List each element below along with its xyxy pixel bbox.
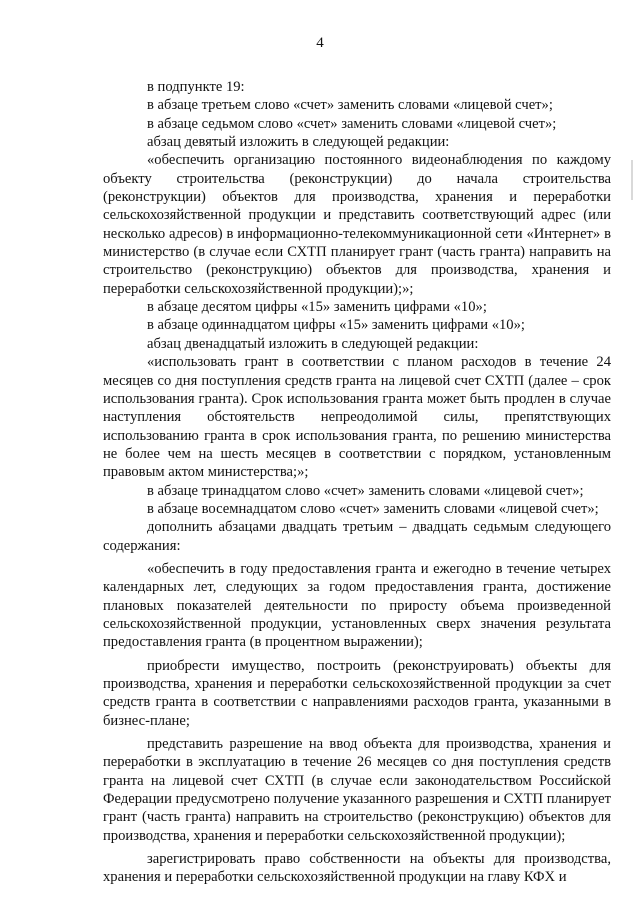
paragraph: представить разрешение на ввод объекта для производства, хранения и переработки в эксплуатацию в течение 26 месяцев со дня поступления средств гранта на лицевой счет СХТП (в случае если законодательством Российской Федерации предусмотрено получение указанного разрешения и СХТП планирует грант (часть гранта) направить на строительство (реконструкцию) объектов для производства, хранения и переработки сельскохозяйственной продукции); [103,736,611,844]
paragraph: в подпункте 19: [147,79,245,95]
paragraph: «обеспечить организацию постоянного видеонаблюдения по каждому объекту строительства (реконструкции) до начала строительства (реконструкции) объектов для производства, хранения и переработки сельскохозяйственной продукции и представить соответствующий адрес (или несколько адресов) в информационно-телекоммуникационной сети «Интернет» в министерство (в случае если СХТП планирует грант (часть гранта) направить на строительство (реконструкцию) объектов для производства, хранения и переработки сельскохозяйственной продукции);»; [103,152,611,297]
paragraph: дополнить абзацами двадцать третьим – двадцать седьмым следующего содержания: [103,519,611,554]
paragraph: в абзаце восемнадцатом слово «счет» заменить словами «лицевой счет»; [147,500,599,517]
paragraph: абзац девятый изложить в следующей редакции: [147,134,450,151]
paragraph: в абзаце одиннадцатом цифры «15» заменить цифрами «10»; [147,317,525,334]
paragraph: «обеспечить в году предоставления гранта и ежегодно в течение четырех календарных лет, следующих за годом предоставления гранта, достижение плановых показателей деятельности по приросту объема произведенной сельскохозяйственной продукции, установленных сверх значения результата предоставления гранта (в процентном выражении); [103,560,611,651]
paragraph: в абзаце тринадцатом слово «счет» заменить словами «лицевой счет»; [147,482,584,499]
scan-edge-mark [631,160,633,200]
paragraph: абзац двенадцатый изложить в следующей редакции: [147,335,479,352]
paragraph: приобрести имущество, построить (реконструировать) объекты для производства, хранения и переработки сельскохозяйственной продукции за счет средств гранта в соответствии с направлениями расходов гранта, указанными в бизнес-плане; [103,657,611,729]
paragraph: в абзаце третьем слово «счет» заменить словами «лицевой счет»; [147,97,553,114]
paragraph: в абзаце десятом цифры «15» заменить цифрами «10»; [147,299,487,316]
paragraph: зарегистрировать право собственности на объекты для производства, хранения и переработки сельскохозяйственной продукции на главу КФХ и [103,851,611,886]
paragraph: «использовать грант в соответствии с планом расходов в течение 24 месяцев со дня поступления средств гранта на лицевой счет СХТП (далее – срок использования гранта). Срок использования гранта может быть продлен в случае наступления обстоятельств непреодолимой силы, препятствующих использованию гранта в срок использования гранта, по решению министерства не более чем на шесть месяцев в соответствии с порядком, установленным правовым актом министерства;»; [103,354,611,481]
page-number: 4 [316,35,324,51]
paragraph: в абзаце седьмом слово «счет» заменить словами «лицевой счет»; [147,115,557,132]
document-body [103,78,611,887]
